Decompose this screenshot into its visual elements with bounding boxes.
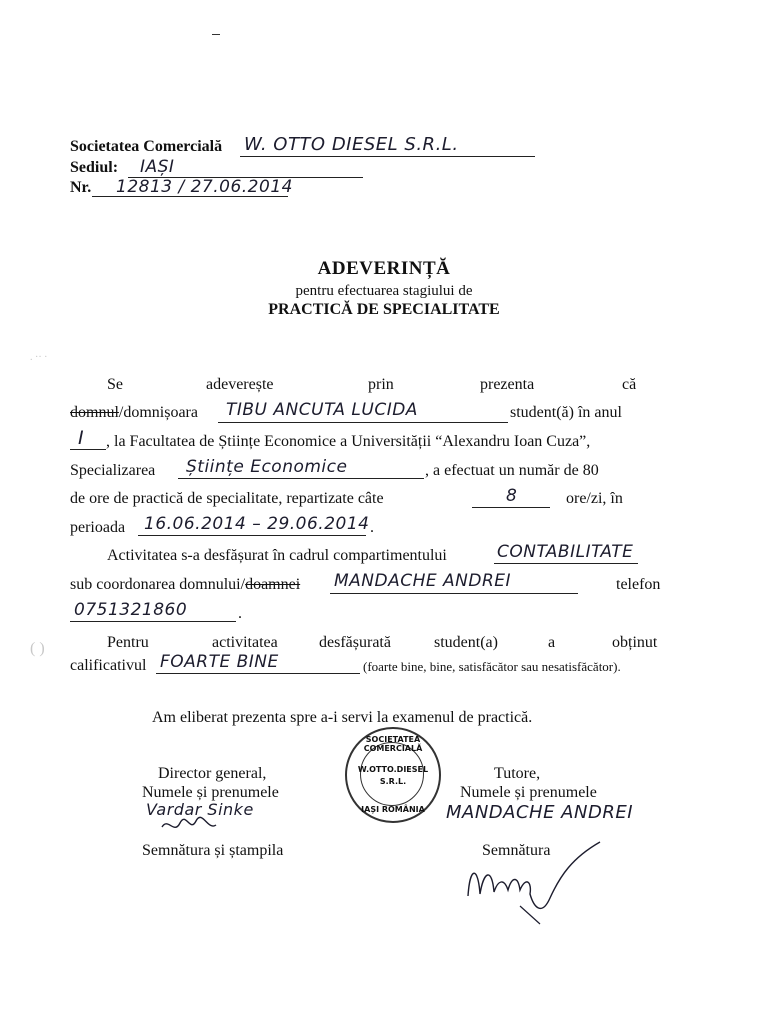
issued-statement: Am eliberat prezenta spre a-i servi la examenul de practică.: [152, 709, 533, 726]
p2-word-4: student(a): [434, 634, 498, 651]
stamp-center-text: W.OTTO.DIESEL: [357, 765, 429, 774]
student-suffix: student(ă) în anul: [510, 404, 622, 421]
stamp-top-text: SOCIETATEA COMERCIALĂ: [363, 735, 423, 753]
department-underline: [494, 563, 638, 564]
telefon-label: telefon: [616, 576, 661, 593]
student-name-underline: [218, 422, 508, 423]
p1-word-4: prezenta: [480, 376, 535, 393]
activity-label: Activitatea s-a desfășurat în cadrul compartimentului: [107, 547, 447, 564]
director-names-label: Numele și prenumele: [142, 784, 279, 801]
ore-per-day: 8: [506, 486, 518, 506]
ore-text-1: de ore de practică de specialitate, repartizate câte: [70, 490, 384, 507]
stamp-sub-text: S.R.L.: [379, 777, 407, 786]
tutor-signature-scribble: [460, 836, 610, 926]
company-underline: [240, 156, 535, 157]
ore-underline: [472, 507, 550, 508]
coord-underline: [330, 593, 578, 594]
coord-value: MANDACHE ANDREI: [334, 571, 512, 591]
p1-word-3: prin: [368, 376, 394, 393]
p2-word-6: obținut: [612, 634, 658, 651]
document-title: ADEVERINȚĂ: [317, 258, 451, 279]
stamp-bottom-text: IAȘI ROMÂNIA: [361, 805, 425, 814]
doamnei-struck: doamnei: [245, 576, 301, 593]
spec-underline: [178, 478, 424, 479]
calif-value: FOARTE BINE: [160, 652, 279, 672]
seat-value: IAȘI: [140, 157, 175, 177]
tutor-names-label: Numele și prenumele: [460, 784, 597, 801]
spec-label: Specializarea: [70, 462, 156, 479]
tutor-sig-label: Semnătura: [482, 842, 551, 859]
scan-noise: . ·· ·: [30, 352, 48, 363]
p2-word-3: desfășurată: [319, 634, 391, 651]
department-value: CONTABILITATE: [497, 542, 634, 562]
seat-label: Sediul:: [70, 159, 119, 176]
director-title: Director general,: [158, 765, 267, 782]
director-name: Vardar Sinke: [146, 800, 254, 819]
line-2: [70, 404, 198, 422]
document-subtitle: pentru efectuarea stagiului de: [295, 283, 473, 299]
coord-line: [70, 576, 300, 594]
perioada-value: 16.06.2014 – 29.06.2014: [144, 514, 370, 534]
company-stamp: [345, 727, 441, 823]
phone-underline: [70, 621, 236, 622]
calif-label: calificativul: [70, 657, 147, 674]
p2-word-1: Pentru: [107, 634, 149, 651]
company-value: W. OTTO DIESEL S.R.L.: [244, 134, 459, 155]
p1-word-2: adeverește: [206, 376, 274, 393]
domnul-struck: domnul: [70, 404, 119, 421]
p1-word-5: că: [622, 376, 637, 393]
year-value: I: [78, 427, 85, 449]
scan-circle-mark: ( ): [30, 640, 45, 657]
student-name: TIBU ANCUTA LUCIDA: [226, 400, 418, 420]
spec-value: Științe Economice: [186, 457, 348, 477]
calif-options: (foarte bine, bine, satisfăcător sau nesatisfăcător).: [363, 659, 621, 674]
phone-end: .: [238, 605, 242, 622]
coord-label: sub coordonarea domnului/: [70, 576, 246, 593]
nr-label: Nr.: [70, 179, 92, 196]
p2-word-2: activitatea: [212, 634, 278, 651]
director-signature-scribble: [160, 815, 220, 837]
p1-word-1: Se: [107, 376, 123, 393]
hours-text: , a efectuat un număr de 80: [425, 462, 599, 479]
nr-value: 12813 / 27.06.2014: [116, 177, 293, 197]
perioada-underline: [138, 535, 366, 536]
company-label: Societatea Comercială: [70, 138, 223, 155]
tutor-name: MANDACHE ANDREI: [446, 802, 634, 823]
nr-underline: [92, 196, 288, 197]
calif-underline: [156, 673, 360, 674]
domnisoara: /domnișoara: [118, 404, 198, 421]
tutor-title: Tutore,: [494, 765, 541, 782]
faculty-text: , la Facultatea de Științe Economice a Universității “Alexandru Ioan Cuza”,: [106, 433, 591, 450]
phone-value: 0751321860: [74, 600, 188, 620]
scan-mark: [212, 34, 220, 35]
ore-text-2: ore/zi, în: [566, 490, 623, 507]
director-sig-label: Semnătura și ștampila: [142, 842, 284, 859]
perioada-label: perioada: [70, 519, 126, 536]
year-underline: [70, 449, 106, 450]
perioada-end: .: [370, 519, 374, 536]
document-subtitle-bold: PRACTICĂ DE SPECIALITATE: [268, 301, 500, 318]
p2-word-5: a: [548, 634, 556, 651]
